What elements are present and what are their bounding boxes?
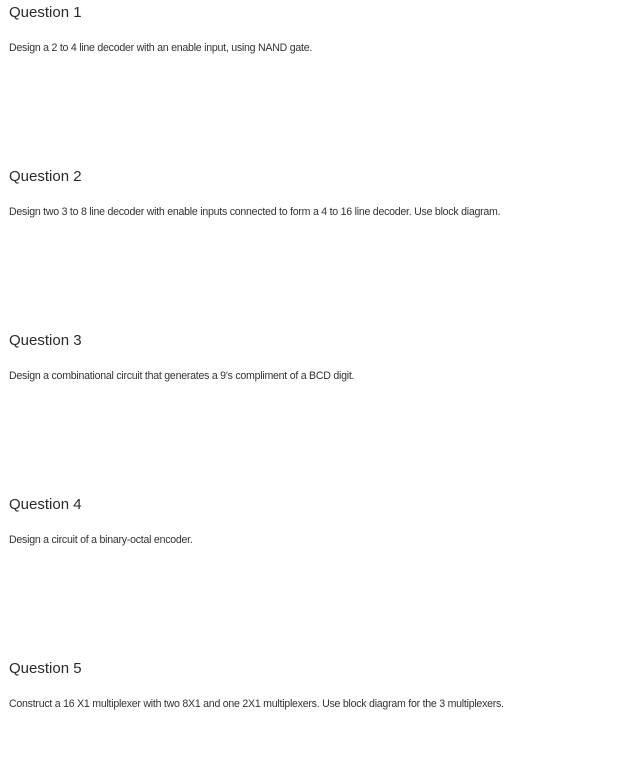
question-text: Design two 3 to 8 line decoder with enable inputs connected to form a 4 to 16 line decoder. Use block diagram. [9,206,501,218]
question-4 [9,495,614,546]
question-text: Design a circuit of a binary-octal encoder. [9,534,193,546]
question-title: Question 1 [9,4,82,21]
question-2 [9,167,614,218]
question-text: Construct a 16 X1 multiplexer with two 8X1 and one 2X1 multiplexers. Use block diagram for the 3 multiplexers. [9,698,504,710]
question-title: Question 3 [9,332,82,349]
question-3 [9,331,614,382]
question-5 [9,659,614,710]
question-title: Question 2 [9,168,82,185]
question-title: Question 5 [9,660,82,677]
question-text: Design a 2 to 4 line decoder with an enable input, using NAND gate. [9,42,313,54]
question-1 [9,3,614,54]
question-text: Design a combinational circuit that generates a 9's compliment of a BCD digit. [9,370,355,382]
question-title: Question 4 [9,496,82,513]
